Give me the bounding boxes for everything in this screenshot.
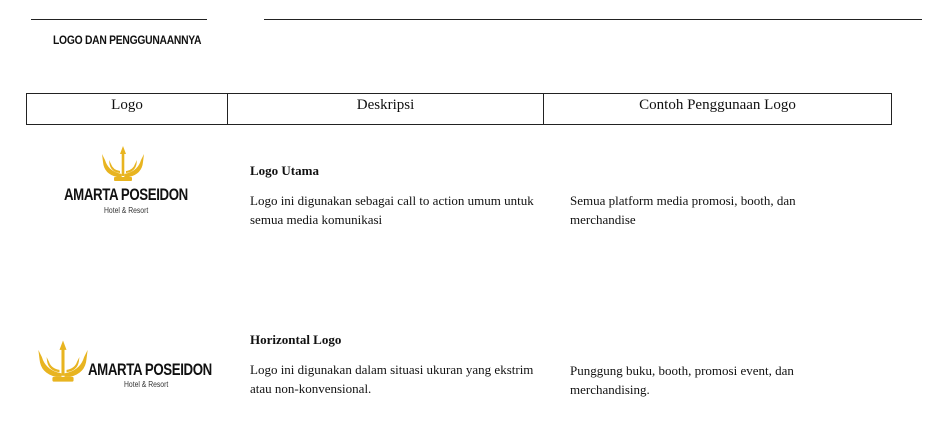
- trident-crown-icon: [100, 146, 146, 186]
- header-deskripsi: Deskripsi: [228, 94, 544, 124]
- trident-crown-icon: [36, 340, 90, 388]
- header-contoh-penggunaan: Contoh Penggunaan Logo: [639, 97, 796, 113]
- row-usage: Semua platform media promosi, booth, dan merchandise: [570, 193, 796, 227]
- row-title-logo-utama: Logo Utama: [250, 163, 319, 178]
- row-description: Logo ini digunakan dalam situasi ukuran yang ekstrim atau non-konvensional.: [250, 362, 534, 396]
- row-description: Logo ini digunakan sebagai call to action umum untuk semua media komunikasi: [250, 193, 534, 227]
- row-usage: Punggung buku, booth, promosi event, dan merchandising.: [570, 363, 794, 397]
- logo-stacked: [58, 146, 188, 222]
- logo-subtitle: Hotel & Resort: [104, 206, 149, 215]
- top-rule-left: [31, 19, 207, 20]
- top-rule-right: [264, 19, 922, 20]
- header-logo: Logo: [27, 94, 228, 124]
- table-header-row: [26, 93, 892, 125]
- row-title-horizontal-logo: Horizontal Logo: [250, 332, 342, 347]
- logo-subtitle: Hotel & Resort: [124, 380, 169, 389]
- logo-wordmark: AMARTA POSEIDON: [88, 360, 212, 379]
- logo-horizontal: [36, 340, 216, 390]
- section-title: LOGO DAN PENGGUNAANNYA: [53, 33, 202, 47]
- logo-wordmark: AMARTA POSEIDON: [64, 185, 188, 204]
